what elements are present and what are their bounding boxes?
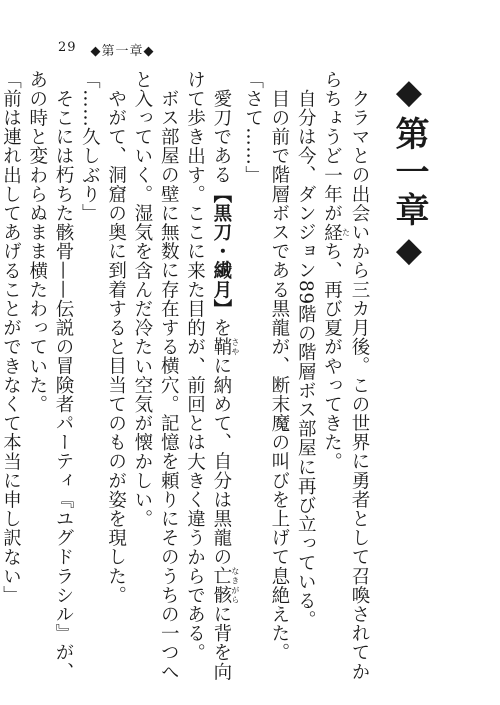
text-run: やがて、洞窟の奥に到着すると目当てのものが姿を現した。	[105, 88, 127, 605]
ruby-text: なきがら	[230, 566, 240, 605]
paragraph	[0, 70, 23, 690]
page-header	[58, 40, 155, 59]
text-run: に納めて、自分は黒龍の	[210, 355, 232, 567]
ruby-base: 鞘	[210, 336, 232, 356]
ruby-annotation	[210, 566, 240, 605]
text-run: 愛刀である	[210, 88, 232, 184]
ruby-base: 経	[321, 222, 343, 242]
paragraph	[239, 70, 265, 690]
paragraph	[292, 70, 318, 690]
text-run: ち、再び夏がやってきた。	[321, 241, 343, 472]
paragraph	[102, 70, 128, 690]
vertical-body-text	[0, 70, 372, 690]
text-run: に背を向けて歩き出す。ここに来た目的が、前回とは大きく違うからである。	[184, 70, 232, 681]
text-run: 「……久しぶり」	[79, 70, 101, 223]
ruby-annotation	[210, 336, 240, 356]
paragraph	[266, 70, 292, 690]
text-run: を	[210, 317, 232, 337]
text-run: そこには朽ちた骸骨——伝説の冒険者パーティ『ユグドラシル』が、あの時と変わらぬまま横たわっていた。	[26, 70, 75, 681]
page-number: 29	[58, 40, 77, 55]
ruby-base: 亡骸	[210, 566, 232, 605]
ruby-text: た	[341, 222, 351, 242]
text-run: 「さて……」	[242, 70, 264, 185]
paragraph	[23, 70, 76, 690]
paragraph	[181, 70, 239, 690]
paragraph	[76, 70, 102, 690]
paragraph	[318, 70, 372, 690]
chapter-title: ◆第一章◆	[389, 72, 429, 274]
ruby-text: さや	[230, 336, 240, 356]
text-run: 自分は今、ダンジョン89階の階層ボス部屋に再び立っている。	[295, 88, 317, 629]
text-run: ボス部屋の壁に無数に存在する横穴。記憶を頼りにそのうちの一つへと入っていく。湿気を含んだ冷たい空気が懐かしい。	[131, 70, 180, 681]
text-run: クラマとの出会いから三カ月後。この世界に勇者として召喚されてからちょうど一年が	[321, 70, 370, 681]
text-run: 「前は連れ出してあげることができなくて本当に申し訳ない」	[0, 70, 22, 605]
ruby-annotation	[321, 222, 351, 242]
emphasized-text: 【黒刀・繊月】	[210, 184, 232, 318]
paragraph	[129, 70, 182, 690]
running-title: ◆第一章◆	[90, 44, 155, 59]
text-run: 目の前で階層ボスである黒龍が、断末魔の叫びを上げて息絶えた。	[268, 88, 290, 662]
